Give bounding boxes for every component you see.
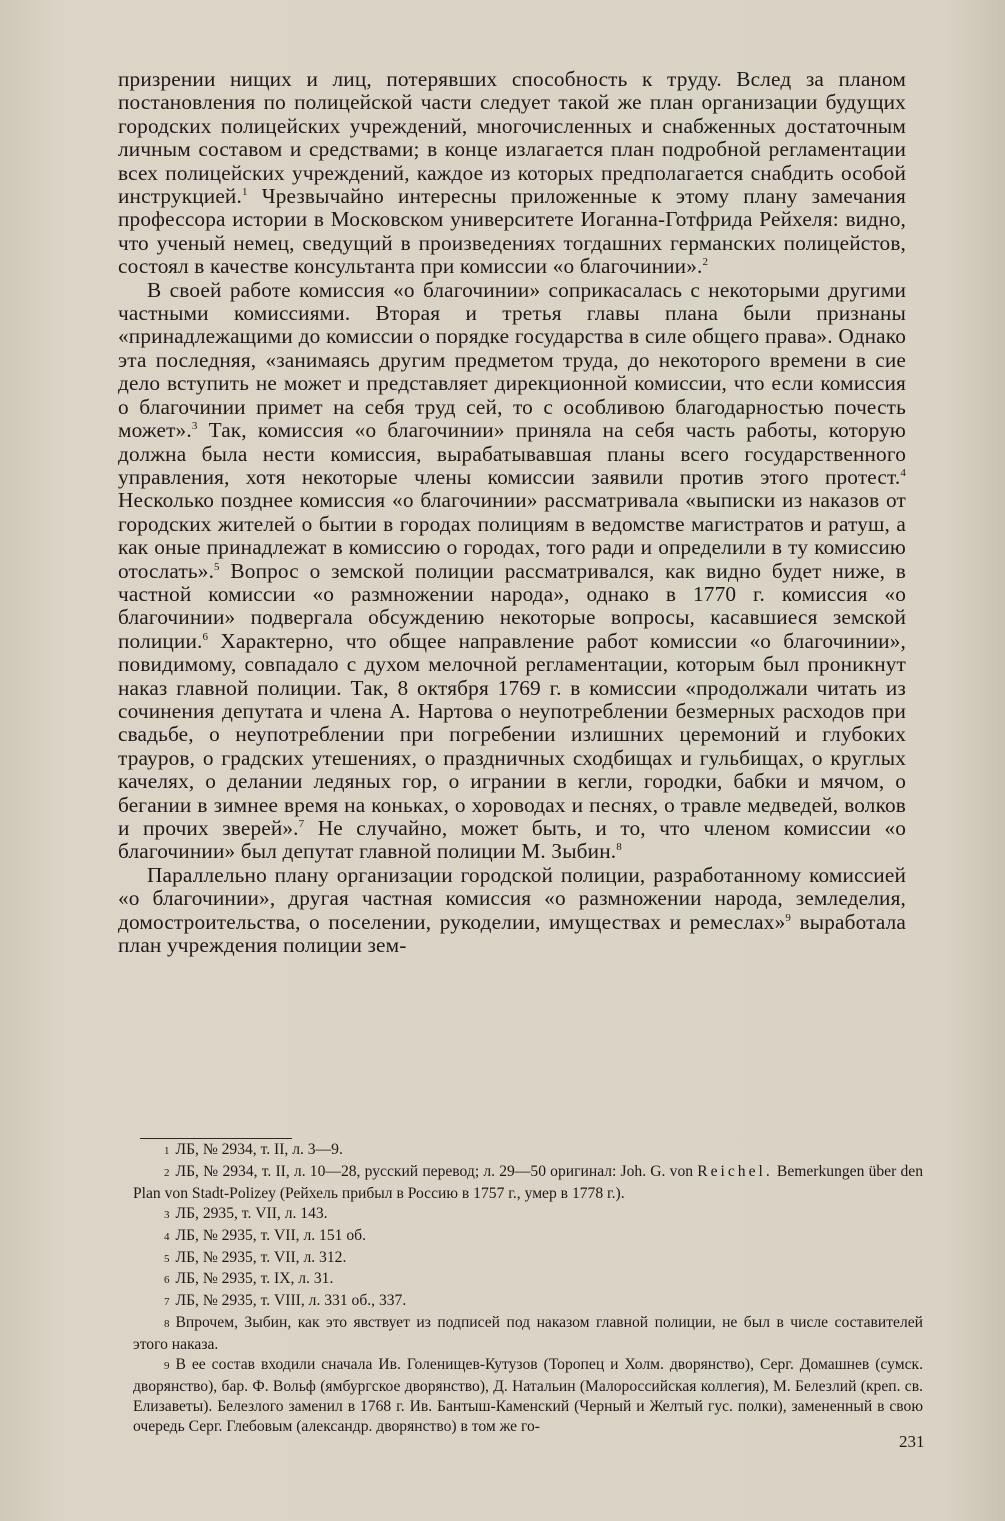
footnote-ref-4[interactable]: 4 [900, 466, 906, 479]
paragraph-2: В своей работе комиссия «о благочинии» соприкасалась с некоторыми другими частными комиссиями. Вторая и третья главы плана были признаны «принадлежащими до комиссии о порядке государства в силе общего права». Однако эта последняя, «занимаясь другим предметом труда, до некоторого времени в сие дело вступить не может и представляет дирекционной комиссии, что если комиссия о благочинии примет на себя труд сей, то с особливою благодарностью почесть может».$^3$ Так, комиссия «о благочинии» приняла на себя часть работы, которую должна была нести комиссия, вырабатывавшая планы всего государственного управления, хотя некоторые члены комиссии заявили против этого протест.$^4$ Несколько позднее комиссия «о благочинии» рассматривала «выписки из наказов от городских жителей о бытии в городах полициям в ведомстве магистратов и ратуш, а как оные принадлежат в комиссию о городах, того ради и определили в ту комиссию отослать».$^5$ Вопрос о земской полиции рассматривался, как видно будет ниже, в частной комиссии «о размножении народа», однако в 1770 г. комиссия «о благочинии» подвергала обсуждению некоторые вопросы, касавшиеся земской полиции.$^6$ Характерно, что общее направление работ комиссии «о благочинии», повидимому, совпадало с духом мелочной регламентации, которым был проникнут наказ главной полиции. Так, 8 октября 1769 г. в комиссии «продолжали читать из сочинения депутата и члена А. Нартова о неупотреблении безмерных расходов при свадьбе, о неупотреблении при погребении излишних церемоний и глубоких трауров, о градских утешениях, о праздничных сходбищах и гульбищах, о круглых качелях, о делании ледяных гор, о игрании в кегли, городки, бабки и мячом, о бегании в зимнее время на коньках, о хороводах и песнях, о травле медведей, волков и прочих зверей».$^7$ Не случайно, может быть, и то, что членом комиссии «о благочинии» был депутат главной полиции М. Зыбин.$^8$ [118, 277, 906, 864]
footnote-5: 5 ЛБ, № 2935, т. VII, л. 312. [164, 1248, 347, 1266]
paragraph-1: призрении нищих и лиц, потерявших способность к труду. Вслед за планом постановления по полицейской части следует такой же план организации будущих городских полицейских учреждений, многочисленных и снабженных достаточным личным составом и средствами; в конце излагается план подробной регламентации всех полицейских учреждений, каждое из которых предполагается снабдить особой инструкцией.$^1$ Чрезвычайно интересны приложенные к этому плану замечания профессора истории в Московском университете Иоганна-Готфрида Рейхеля: видно, что ученый немец, сведущий в произведениях тогдашних германских полицейстов, состоял в качестве консультанта при комиссии «о благочинии».$^2$ [118, 67, 906, 279]
footnote-ref-2[interactable]: 2 [702, 256, 709, 269]
footnote-ref-1[interactable]: 1 [241, 186, 248, 199]
footnote-1: 1 ЛБ, № 2934, т. II, л. 3—9. [164, 1141, 343, 1158]
footnote-4: 4 ЛБ, № 2935, т. VII, л. 151 об. [164, 1226, 366, 1244]
footnotes [133, 1140, 923, 1437]
paragraph-3: Параллельно плану организации городской полиции, разработанному комиссией «о благочинии», другая частная комиссия «о размножении народа, земледелия, домостроительства, о поселении, рукоделии, имуществах и ремеслах»$^9$ выработала план учреждения полиции зем- [118, 862, 907, 958]
page-number: 231 [899, 1432, 925, 1451]
footnote-7: 7 ЛБ, № 2935, т. VIII, л. 331 об., 337. [164, 1292, 407, 1310]
footnote-ref-5[interactable]: 5 [214, 560, 220, 573]
footnote-ref-8[interactable]: 8 [616, 841, 622, 854]
footnote-3: 3 ЛБ, 2935, т. VII, л. 143. [164, 1204, 328, 1222]
footnote-2: 2 ЛБ, № 2934, т. II, л. 10—28, русский перевод; л. 29—50 оригинал: Joh. G. von Reichel. Bemerkungen über den Plan von Stadt-Polizey (Рейхель прибыл в Россию в 1757 г., умер в 1778 г.). [133, 1162, 923, 1202]
footnote-ref-6[interactable]: 6 [202, 630, 209, 643]
footnote-ref-7[interactable]: 7 [298, 818, 305, 830]
footnote-8: 8 Впрочем, Зыбин, как это явствует из подписей под наказом главной полиции, не был в числе составителей этого наказа. [133, 1314, 923, 1354]
main-text [118, 68, 906, 957]
footnote-ref-9[interactable]: 9 [785, 911, 792, 924]
footnote-6: 6 ЛБ, № 2935, т. IX, л. 31. [164, 1270, 334, 1288]
footnote-divider [140, 1138, 292, 1139]
footnote-9: 9 В ее состав входили сначала Ив. Голенищев-Кутузов (Торопец и Холм. дворянство), Серг. Домашнев (сумск. дворянство), бар. Ф. Вольф (ямбургское дворянство), Д. Натальин (Малороссийская коллегия), М. Белезлий (креп. св. Елизаветы). Белезлого заменил в 1768 г. Ив. Бантыш-Каменский (Черный и Желтый гус. полки), замененный в свою очередь Серг. Глебовым (александр. дворянство) в том же го- [133, 1356, 923, 1435]
footnote-ref-3[interactable]: 3 [191, 420, 198, 433]
